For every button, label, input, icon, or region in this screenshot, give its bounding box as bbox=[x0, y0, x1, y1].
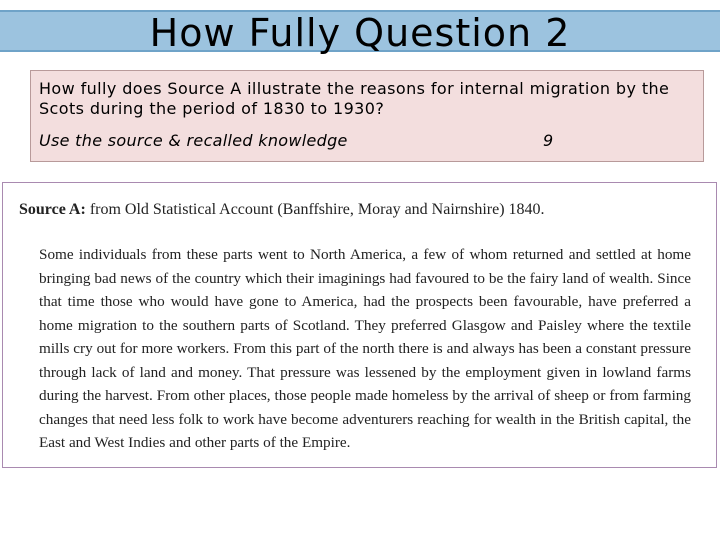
source-heading bbox=[19, 201, 545, 219]
source-citation: from Old Statistical Account (Banffshire, Moray and Nairnshire) 1840. bbox=[89, 201, 545, 218]
instruction-row bbox=[39, 131, 695, 153]
instruction-text: Use the source & recalled knowledge bbox=[39, 131, 348, 150]
source-label: Source A: bbox=[19, 201, 86, 218]
source-body: Some individuals from these parts went to North America, a few of whom returned and settled at home bringing bad news of the country which their imaginings had favoured to be the fairy land of wealth. Since that time those who would have gone to America, had the prospects been favourable, have preferred a home migration to the southern parts of Scotland. They preferred Glasgow and Paisley where the textile mills cry out for more workers. From this part of the north there is and always has been a constant pressure through lack of land and money. That pressure was lessened by the employment given in lowland farms during the harvest. From other places, those people made homeless by the arrival of sheep or from farming changes that need less folk to work have become adventurers reaching for wealth in the British capital, the East and West Indies and other parts of the Empire. bbox=[39, 246, 691, 451]
question-text: How fully does Source A illustrate the reasons for internal migration by the Scots during the period of 1830 to 1930? bbox=[39, 79, 670, 118]
slide-title: How Fully Question 2 bbox=[149, 11, 571, 55]
source-box bbox=[2, 182, 717, 468]
marks-value: 9 bbox=[543, 131, 554, 150]
question-box bbox=[30, 70, 704, 162]
